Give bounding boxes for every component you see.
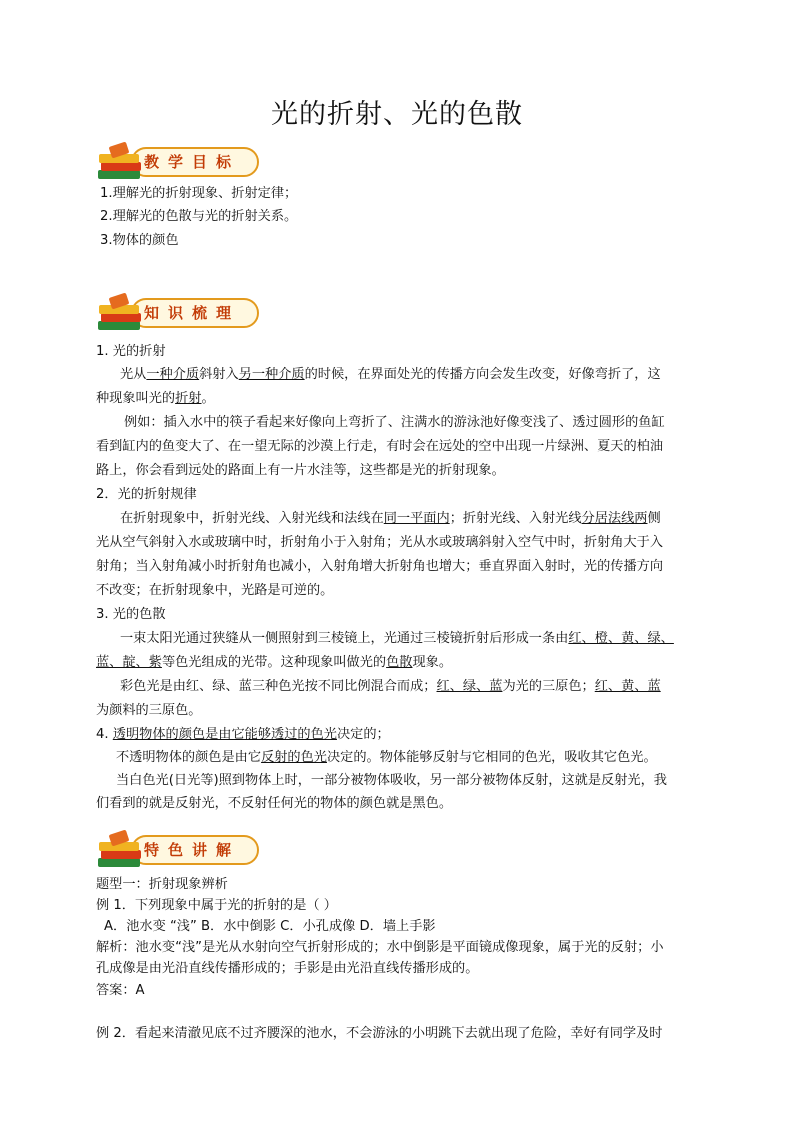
paragraph-line: 一束太阳光通过狭缝从一侧照射到三棱镜上，光通过三棱镜折射后形成一条由红、橙、黄、绿、 xyxy=(120,631,674,646)
paragraph-line: 4. 透明物体的颜色是由它能够透过的色光决定的； xyxy=(96,727,390,742)
goal-item: 2.理解光的色散与光的折射关系。 xyxy=(100,209,298,224)
paragraph-line: 彩色光是由红、绿、蓝三种色光按不同比例混合而成；红、绿、蓝为光的三原色；红、黄、蓝 xyxy=(120,679,661,694)
page-title: 光的折射、光的色散 xyxy=(271,99,523,130)
paragraph-line: 蓝、靛、紫等色光组成的光带。这种现象叫做光的色散现象。 xyxy=(96,655,453,670)
goal-item: 1.理解光的折射现象、折射定律； xyxy=(100,186,298,201)
paragraph-line: 当白色光(日光等)照到物体上时，一部分被物体吸收，另一部分被物体反射，这就是反射光，我 xyxy=(116,773,667,788)
paragraph-line: 射角；当入射角减小时折射角也减小，入射角增大折射角也增大；垂直界面入射时，光的传播方向 xyxy=(96,559,664,574)
badge-label: 知识梳理 xyxy=(144,304,241,322)
paragraph-line: 在折射现象中，折射光线、入射光线和法线在同一平面内；折射光线、入射光线分居法线两侧 xyxy=(120,511,661,526)
badge-label: 特色讲解 xyxy=(144,841,241,859)
answer: 答案：A xyxy=(96,983,145,998)
analysis-line: 解析：池水变“浅”是光从水射向空气折射形成的；水中倒影是平面镜成像现象，属于光的反射；小 xyxy=(96,940,664,955)
section-badge-feature xyxy=(96,828,262,874)
question-type: 题型一：折射现象辨析 xyxy=(96,877,228,892)
goal-item: 3.物体的颜色 xyxy=(100,233,179,248)
paragraph-line: 不透明物体的颜色是由它反射的色光决定的。物体能够反射与它相同的色光，吸收其它色光。 xyxy=(116,750,657,765)
paragraph-line: 光从一种介质斜射入另一种介质的时候，在界面处光的传播方向会发生改变，好像弯折了，这 xyxy=(120,367,661,382)
paragraph-line: 为颜料的三原色。 xyxy=(96,703,202,718)
paragraph-line: 路上，你会看到远处的路面上有一片水洼等，这些都是光的折射现象。 xyxy=(96,463,505,478)
analysis-line: 孔成像是由光沿直线传播形成的；手影是由光沿直线传播形成的。 xyxy=(96,961,479,976)
paragraph-line: 种现象叫光的折射。 xyxy=(96,391,215,406)
question: 例 1．下列现象中属于光的折射的是（ ） xyxy=(96,898,337,913)
question: 例 2．看起来清澈见底不过齐腰深的池水，不会游泳的小明跳下去就出现了危险，幸好有同学及时 xyxy=(96,1026,663,1041)
section-heading: 3. 光的色散 xyxy=(96,607,166,622)
section-badge-knowledge xyxy=(96,291,262,337)
paragraph-line: 不改变；在折射现象中，光路是可逆的。 xyxy=(96,583,334,598)
section-heading: 1. 光的折射 xyxy=(96,344,166,359)
paragraph-line: 们看到的就是反射光，不反射任何光的物体的颜色就是黑色。 xyxy=(96,796,453,811)
question-options: A．池水变 “浅” B．水中倒影 C．小孔成像 D．墙上手影 xyxy=(104,919,436,934)
paragraph-line: 光从空气斜射入水或玻璃中时，折射角小于入射角；光从水或玻璃斜射入空气中时，折射角大于入 xyxy=(96,535,664,550)
badge-label: 教学目标 xyxy=(144,153,241,171)
paragraph-line: 看到缸内的鱼变大了、在一望无际的沙漠上行走，有时会在远处的空中出现一片绿洲、夏天的柏油 xyxy=(96,439,664,454)
section-badge-goals xyxy=(96,140,262,186)
paragraph-line: 例如：插入水中的筷子看起来好像向上弯折了、注满水的游泳池好像变浅了、透过圆形的鱼缸 xyxy=(124,415,665,430)
section-heading: 2．光的折射规律 xyxy=(96,487,197,502)
